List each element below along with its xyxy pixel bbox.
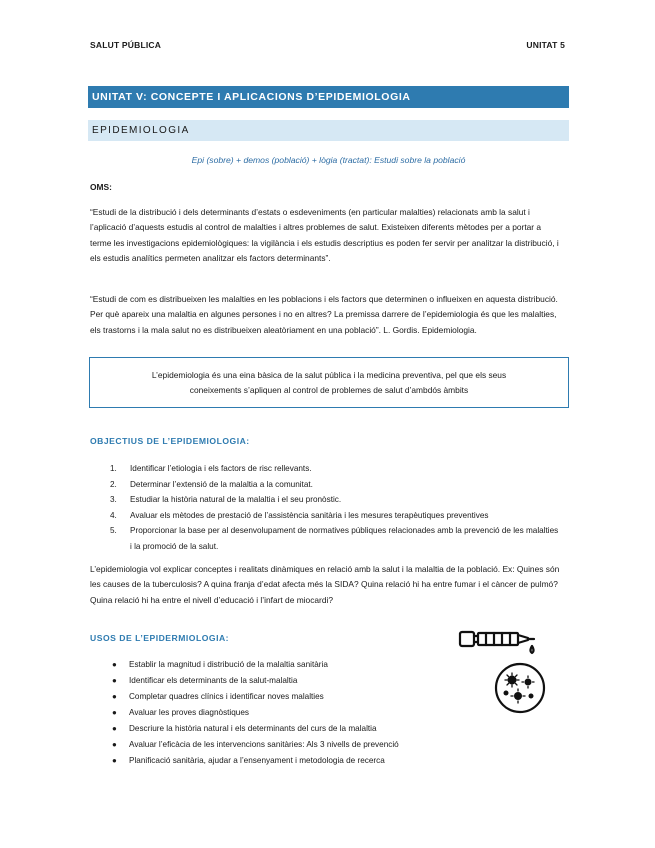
list-item: 4. Avaluar els mètodes de prestació de l’assistència sanitària i les mesures terapèutiques preventives <box>110 510 489 520</box>
unit-title-banner: UNITAT V: CONCEPTE I APLICACIONS D’EPIDEMIOLOGIA <box>88 86 569 108</box>
uses-list <box>112 657 492 769</box>
running-header <box>90 40 565 50</box>
bullet-icon: ● <box>112 708 117 717</box>
dropper-petri-dish-icon <box>456 626 556 716</box>
list-item: ● Completar quadres clínics i identificar noves malalties <box>112 689 492 705</box>
highlight-text: L’epidemiologia és una eina bàsica de la salut pública i la medicina preventiva, pel que els seus coneixements s’apliquen al control de problemes de salut d’ambdós àmbits <box>151 369 507 395</box>
bullet-icon: ● <box>112 676 117 685</box>
list-item: ● Identificar els determinants de la salut-malaltia <box>112 673 492 689</box>
definition-oms: “Estudi de la distribució i dels determinants d’estats o esdeveniments (en particular malalties) relacionats amb la salut i l’aplicació d’aquests estudis al control de malalties i altres problemes de salut. Existeixen diferents mètodes per a portar a terme les investigacions epidemiològiques: la vigilància i els estudis descriptius es poden fer servir per analitzar la distribució, i els estudis analítics permeten analitzar els factors determinants”. <box>90 207 559 263</box>
objectives-list <box>110 461 560 555</box>
definition-gordis: “Estudi de com es distribueixen les malalties en les poblacions i els factors que determinen o influeixen en aquesta distribució. Per què apareix una malaltia en algunes persones i no en altres? La premissa darrere de l’epidemiologia és que les malalties, els trastorns i la mala salut no es distribueixen aleatòriament en una població”. L. Gordis. Epidemiologia. <box>90 294 558 335</box>
list-item: 1. Identificar l’etiologia i els factors de risc rellevants. <box>110 464 312 473</box>
list-item: ● Avaluar les proves diagnòstiques <box>112 705 492 721</box>
dynamics-paragraph: L’epidemiologia vol explicar conceptes i realitats dinàmiques en relació amb la salut i la malaltia de la població. Ex: Quines són les causes de la tuberculosis? A quina franja d’edat afecta més la SIDA? Quina relació hi ha entre fumar i el càncer de pulmó? Quina relació hi ha entre el nivell d’educació i l’infart de miocardi? <box>90 564 560 605</box>
bullet-icon: ● <box>112 756 117 765</box>
header-course: SALUT PÚBLICA <box>90 40 162 50</box>
etymology-line: Epi (sobre) + demos (població) + lògia (tractat): Estudi sobre la població <box>191 155 466 165</box>
list-item: 2. Determinar l’extensió de la malaltia a la comunitat. <box>110 479 313 489</box>
list-item: 3. Estudiar la història natural de la malaltia i el seu pronòstic. <box>110 495 342 505</box>
list-item: ● Planificació sanitària, ajudar a l’ensenyament i metodologia de recerca <box>112 753 492 769</box>
oms-label: OMS: <box>90 182 112 192</box>
bullet-icon: ● <box>112 724 117 733</box>
bullet-icon: ● <box>112 692 117 701</box>
list-item: 5. Proporcionar la base per al desenvolupament de normatives públiques relacionades amb la prevenció de les malalties i la promoció de la salut. <box>110 526 559 551</box>
bullet-icon: ● <box>112 740 117 749</box>
header-unit: UNITAT 5 <box>526 40 565 50</box>
uses-heading: USOS DE L’EPIDERMIOLOGIA: <box>90 633 230 643</box>
section-title: EPIDEMIOLOGIA <box>88 120 569 141</box>
objectives-heading: OBJECTIUS DE L’EPIDEMIOLOGIA: <box>90 436 250 446</box>
list-item: ● Establir la magnitud i distribució de la malaltia sanitària <box>112 657 492 673</box>
list-item: ● Descriure la història natural i els determinants del curs de la malaltia <box>112 721 492 737</box>
highlight-box <box>89 357 569 408</box>
bullet-icon: ● <box>112 660 117 669</box>
list-item: ● Avaluar l’eficàcia de les intervencions sanitàries: Als 3 nivells de prevenció <box>112 737 492 753</box>
